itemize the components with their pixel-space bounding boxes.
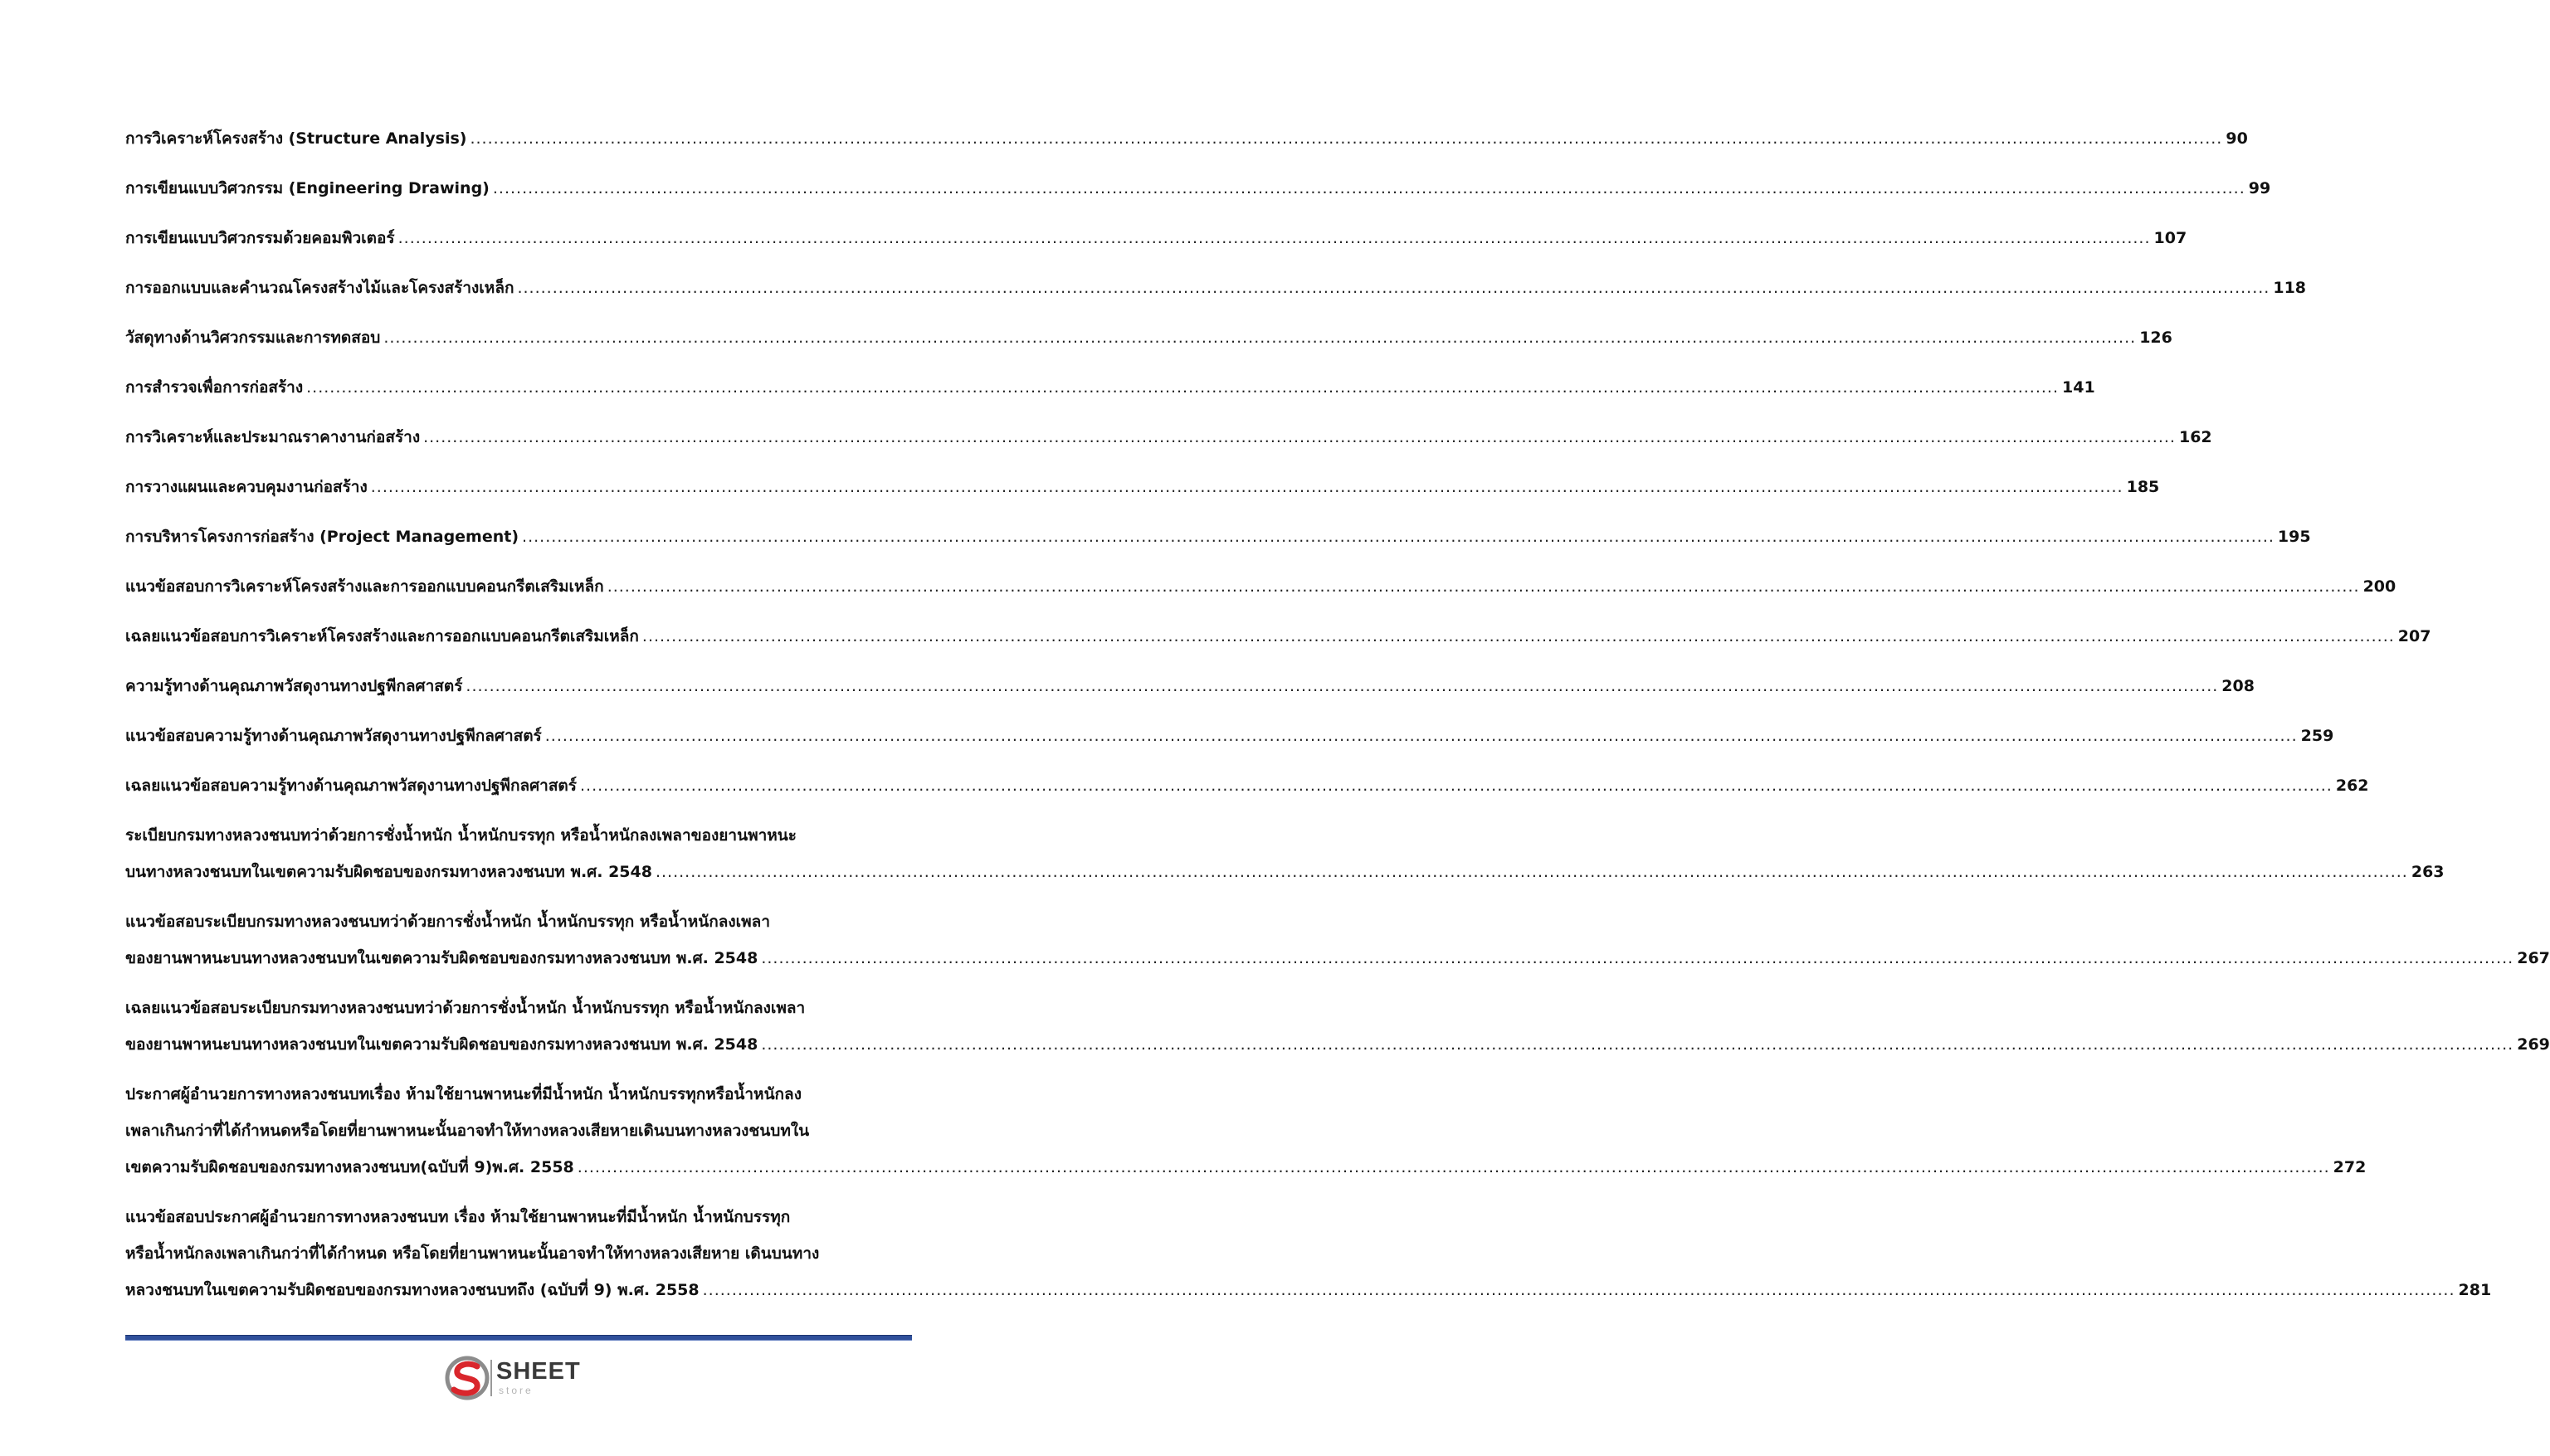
- toc-page-number: 90: [2226, 129, 2248, 148]
- toc-entry-line: ประกาศผู้อำนวยการทางหลวงชนบทเรื่อง ห้ามใช้ยานพาหนะที่มีน้ำหนัก น้ำหนักบรรทุกหรือน้ำหนักลง: [125, 1085, 802, 1103]
- toc-page-number: 99: [2248, 179, 2271, 197]
- toc-entry-line: เฉลยแนวข้อสอบระเบียบกรมทางหลวงชนบทว่าด้วยการชั่งน้ำหนัก น้ำหนักบรรทุก หรือน้ำหนักลงเพลา: [125, 999, 806, 1017]
- toc-entry-line: แนวข้อสอบประกาศผู้อำนวยการทางหลวงชนบท เรื่อง ห้ามใช้ยานพาหนะที่มีน้ำหนัก น้ำหนักบรรทุก: [125, 1208, 791, 1226]
- dot-leader: ............................................................................................................................................................................................................................................................................................................: [466, 677, 2219, 695]
- logo-subtext: store: [499, 1385, 534, 1396]
- toc-entry-line: [125, 723, 2334, 748]
- dot-leader: ............................................................................................................................................................................................................................................................................................................: [370, 478, 2123, 496]
- toc-entry-title: เฉลยแนวข้อสอบความรู้ทางด้านคุณภาพวัสดุงานทางปฐพีกลศาสตร์: [125, 777, 577, 795]
- dot-leader: ............................................................................................................................................................................................................................................................................................................: [522, 528, 2275, 546]
- toc-entry-title: ของยานพาหนะบนทางหลวงชนบทในเขตความรับผิดชอบของกรมทางหลวงชนบท พ.ศ. 2548: [125, 1035, 758, 1054]
- entry-spacer: [125, 982, 906, 996]
- toc-entry-line: [125, 475, 2160, 499]
- footer-rule: [125, 1335, 912, 1341]
- dot-leader: ............................................................................................................................................................................................................................................................................................................: [607, 577, 2360, 596]
- dot-leader: ............................................................................................................................................................................................................................................................................................................: [761, 949, 2514, 967]
- toc-entry: [125, 126, 2248, 176]
- toc-entry-line: [125, 773, 2369, 798]
- dot-leader: ............................................................................................................................................................................................................................................................................................................: [761, 1035, 2514, 1054]
- toc-entry-title: บนทางหลวงชนบทในเขตความรับผิดชอบของกรมทางหลวงชนบท พ.ศ. 2548: [125, 863, 652, 881]
- entry-spacer: [125, 1191, 906, 1205]
- toc-entry-title: การบริหารโครงการก่อสร้าง (Project Management): [125, 528, 519, 546]
- entry-spacer: [125, 896, 906, 909]
- toc-entry-title: การสำรวจเพื่อการก่อสร้าง: [125, 378, 304, 397]
- toc-entry-line: [125, 425, 2212, 450]
- toc-entry-line: [125, 275, 2307, 300]
- toc-entry-line: [125, 674, 2255, 699]
- toc-entry-title: การเขียนแบบวิศวกรรม (Engineering Drawing): [125, 179, 490, 197]
- toc-entry-title: เขตความรับผิดชอบของกรมทางหลวงชนบท(ฉบับที่ 9)พ.ศ. 2558: [125, 1158, 574, 1176]
- toc-entry: [125, 574, 2396, 624]
- dot-leader: ............................................................................................................................................................................................................................................................................................................: [517, 279, 2270, 297]
- toc-entry: [125, 176, 2271, 226]
- toc-entry-line: [125, 375, 2095, 400]
- toc-entry-line: [125, 946, 2550, 982]
- toc-entry-line: [125, 524, 2311, 549]
- toc-entry-line: เพลาเกินกว่าที่ได้กำหนดหรือโดยที่ยานพาหนะนั้นอาจทำให้ทางหลวงเสียหายเดินบนทางหลวงชนบทใน: [125, 1122, 810, 1140]
- toc-entry-line: [125, 624, 2431, 649]
- dot-leader: ............................................................................................................................................................................................................................................................................................................: [655, 863, 2408, 881]
- toc-entry: [125, 475, 2160, 524]
- toc-page-number: 259: [2300, 727, 2334, 745]
- toc-entry: [125, 1082, 2367, 1191]
- dot-leader: ............................................................................................................................................................................................................................................................................................................: [579, 777, 2333, 795]
- dot-leader: ............................................................................................................................................................................................................................................................................................................: [544, 727, 2298, 745]
- dot-leader: ............................................................................................................................................................................................................................................................................................................: [470, 129, 2223, 148]
- toc-entry: [125, 723, 2334, 773]
- toc-entry: [125, 325, 2172, 375]
- toc-entry: [125, 375, 2095, 425]
- toc-page-number: 207: [2397, 627, 2431, 645]
- toc-entry-line: [125, 226, 2187, 251]
- toc-entry-title: การวิเคราะห์โครงสร้าง (Structure Analysis): [125, 129, 467, 148]
- logo-divider: [490, 1360, 492, 1396]
- toc-entry-line: หรือน้ำหนักลงเพลาเกินกว่าที่ได้กำหนด หรือโดยที่ยานพาหนะนั้นอาจทำให้ทางหลวงเสียหาย เดินบนทาง: [125, 1244, 820, 1263]
- toc-page-number: 281: [2458, 1281, 2492, 1299]
- logo-wordmark: SHEET: [496, 1358, 581, 1385]
- toc-entry: [125, 773, 2369, 823]
- entry-spacer: [125, 1314, 906, 1327]
- toc-entry-line: [125, 176, 2271, 201]
- toc-entry: [125, 624, 2431, 674]
- toc-entry: [125, 425, 2212, 475]
- toc-entry-title: หลวงชนบทในเขตความรับผิดชอบของกรมทางหลวงชนบทถึง (ฉบับที่ 9) พ.ศ. 2558: [125, 1281, 700, 1299]
- dot-leader: ............................................................................................................................................................................................................................................................................................................: [577, 1158, 2330, 1176]
- toc-entry-title: การวิเคราะห์และประมาณราคางานก่อสร้าง: [125, 428, 421, 446]
- dot-leader: ............................................................................................................................................................................................................................................................................................................: [492, 179, 2245, 197]
- toc-entry-title: การออกแบบและคำนวณโครงสร้างไม้และโครงสร้างเหล็ก: [125, 279, 514, 297]
- toc-entry-line: [125, 126, 2248, 151]
- toc-page-number: 262: [2335, 777, 2369, 795]
- dot-leader: ............................................................................................................................................................................................................................................................................................................: [641, 627, 2395, 645]
- toc-page-number: 162: [2178, 428, 2212, 446]
- dot-leader: ............................................................................................................................................................................................................................................................................................................: [397, 229, 2151, 247]
- toc-page-number: 141: [2062, 378, 2095, 397]
- toc-entry-title: เฉลยแนวข้อสอบการวิเคราะห์โครงสร้างและการออกแบบคอนกรีตเสริมเหล็ก: [125, 627, 639, 645]
- toc-entry: [125, 909, 2550, 982]
- toc-entry-line: [125, 1155, 2367, 1191]
- toc-entry-line: [125, 1032, 2550, 1069]
- sheet-store-s-logo-icon: [444, 1355, 490, 1401]
- table-of-contents: [125, 126, 2550, 1327]
- toc-entry: [125, 275, 2307, 325]
- toc-entry-title: ความรู้ทางด้านคุณภาพวัสดุงานทางปฐพีกลศาสตร์: [125, 677, 463, 695]
- toc-page-number: 107: [2153, 229, 2187, 247]
- toc-entry-title: ของยานพาหนะบนทางหลวงชนบทในเขตความรับผิดชอบของกรมทางหลวงชนบท พ.ศ. 2548: [125, 949, 758, 967]
- dot-leader: ............................................................................................................................................................................................................................................................................................................: [306, 378, 2059, 397]
- sheet-store-logo: [444, 1355, 585, 1403]
- toc-entry-line: แนวข้อสอบระเบียบกรมทางหลวงชนบทว่าด้วยการชั่งน้ำหนัก น้ำหนักบรรทุก หรือน้ำหนักลงเพลา: [125, 913, 770, 931]
- toc-page-number: 185: [2126, 478, 2160, 496]
- toc-entry-line: ระเบียบกรมทางหลวงชนบทว่าด้วยการชั่งน้ำหนัก น้ำหนักบรรทุก หรือน้ำหนักลงเพลาของยานพาหนะ: [125, 826, 797, 845]
- dot-leader: ............................................................................................................................................................................................................................................................................................................: [702, 1281, 2455, 1299]
- toc-page-number: 208: [2221, 677, 2255, 695]
- toc-entry-line: [125, 325, 2172, 350]
- dot-leader: ............................................................................................................................................................................................................................................................................................................: [383, 329, 2137, 347]
- toc-entry: [125, 823, 2445, 896]
- toc-entry-title: การวางแผนและควบคุมงานก่อสร้าง: [125, 478, 368, 496]
- toc-page-number: 263: [2411, 863, 2445, 881]
- toc-page-number: 126: [2139, 329, 2172, 347]
- toc-entry: [125, 996, 2550, 1069]
- dot-leader: ............................................................................................................................................................................................................................................................................................................: [423, 428, 2176, 446]
- toc-page-number: 195: [2277, 528, 2311, 546]
- toc-page-number: 118: [2273, 279, 2307, 297]
- toc-entry-title: การเขียนแบบวิศวกรรมด้วยคอมพิวเตอร์: [125, 229, 395, 247]
- toc-entry: [125, 674, 2255, 723]
- toc-entry-line: [125, 859, 2445, 896]
- toc-page-number: 200: [2362, 577, 2396, 596]
- toc-entry: [125, 226, 2187, 275]
- toc-entry-line: [125, 1278, 2492, 1314]
- toc-entry: [125, 1205, 2492, 1314]
- toc-entry-title: วัสดุทางด้านวิศวกรรมและการทดสอบ: [125, 329, 381, 347]
- toc-entry: [125, 524, 2311, 574]
- toc-page-number: 269: [2517, 1035, 2550, 1054]
- toc-entry-title: แนวข้อสอบการวิเคราะห์โครงสร้างและการออกแบบคอนกรีตเสริมเหล็ก: [125, 577, 604, 596]
- toc-entry-line: [125, 574, 2396, 599]
- entry-spacer: [125, 1069, 906, 1082]
- toc-page-number: 272: [2333, 1158, 2367, 1176]
- toc-entry-title: แนวข้อสอบความรู้ทางด้านคุณภาพวัสดุงานทางปฐพีกลศาสตร์: [125, 727, 542, 745]
- toc-page-number: 267: [2517, 949, 2550, 967]
